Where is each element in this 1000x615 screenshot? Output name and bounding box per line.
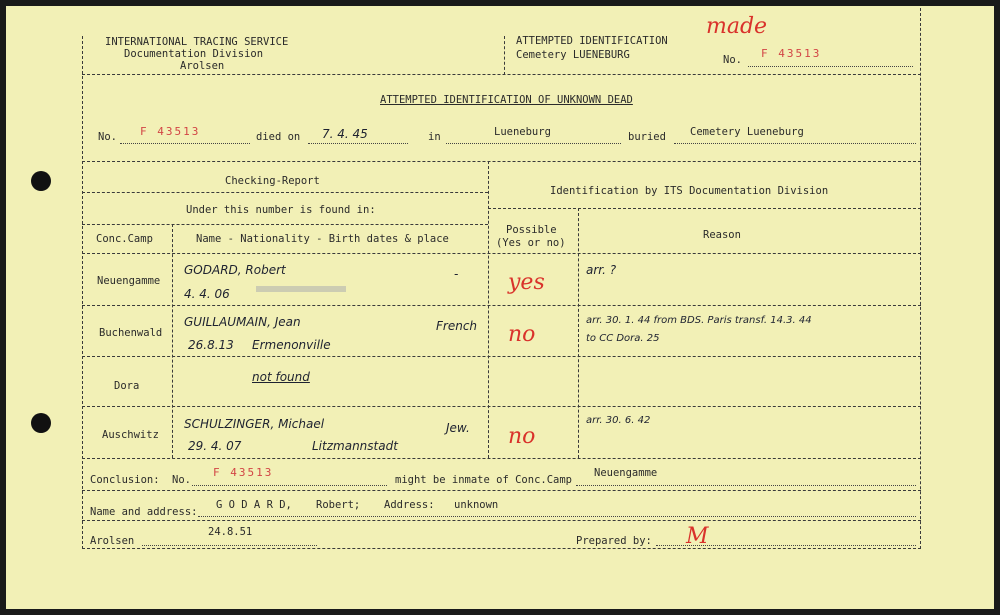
col-divider-main (488, 161, 489, 458)
checking-subtitle: Under this number is found in: (186, 204, 376, 216)
checking-sub-line (82, 192, 488, 193)
header-box-left (504, 36, 505, 75)
row3-camp: Dora (114, 380, 140, 392)
buried-value: Cemetery Lueneburg (690, 126, 804, 138)
row2-birth: 26.8.13 (188, 338, 234, 352)
row1-birth: 4. 4. 06 (184, 287, 230, 301)
frame-left (82, 36, 83, 549)
row4-nationality: Jew. (446, 421, 470, 435)
made-stamp: made (706, 14, 768, 39)
org-line1: INTERNATIONAL TRACING SERVICE (105, 36, 289, 48)
row1-camp: Neuengamme (97, 275, 161, 287)
row4-birth-place: Litzmannstadt (312, 439, 398, 453)
ident-title: Identification by ITS Documentation Division (550, 185, 829, 197)
row1-bottom (82, 305, 921, 306)
org-line2: Documentation Division (124, 48, 264, 60)
died-value: 7. 4. 45 (322, 127, 368, 141)
address-value: unknown (454, 499, 499, 511)
footer-date: 24.8.51 (208, 526, 253, 538)
row4-birth: 29. 4. 07 (188, 439, 242, 453)
row2-possible: no (508, 322, 536, 347)
in-dots (446, 143, 621, 144)
buried-label: buried (628, 131, 666, 143)
row2-birth-place: Ermenonville (252, 338, 331, 352)
table-top (82, 161, 921, 162)
record-no-label: No. (98, 131, 117, 143)
record-no-dots (120, 143, 250, 144)
col-reason-header: Reason (703, 229, 741, 241)
name-address-label: Name and address: (90, 506, 198, 518)
conclusion-bottom (82, 490, 921, 491)
row1-strikeout (256, 286, 346, 292)
conclusion-camp-value: Neuengamme (594, 467, 658, 479)
address-label: Address: (384, 499, 435, 511)
name-address-dots (198, 516, 916, 517)
row2-nationality: French (436, 319, 478, 333)
index-card (6, 6, 994, 609)
col-header-line-left (82, 224, 488, 225)
ident-sub-line (488, 208, 921, 209)
name-value: G O D A R D, (216, 499, 292, 511)
row3-bottom (82, 406, 921, 407)
row2-camp: Buchenwald (99, 327, 163, 339)
conclusion-no-value: F 43513 (213, 466, 274, 479)
box-no-dots (748, 66, 913, 67)
frame-bottom (82, 548, 921, 549)
col-header-bottom (82, 253, 921, 254)
row1-possible: yes (508, 270, 545, 295)
row2-reason: arr. 30. 1. 44 from BDS. Paris transf. 14.3. 44 (586, 315, 812, 326)
table-bottom (82, 458, 921, 459)
row2-bottom (82, 356, 921, 357)
box-subtitle: Cemetery LUENEBURG (516, 49, 630, 61)
col-divider-camp (172, 224, 173, 458)
conclusion-might: might be inmate of Conc.Camp (395, 474, 573, 486)
checking-title: Checking-Report (225, 175, 320, 187)
footer-place: Arolsen (90, 535, 135, 547)
footer-date-dots (142, 545, 317, 546)
header-divider (82, 74, 921, 75)
row1-nationality: - (454, 267, 459, 281)
row4-reason: arr. 30. 6. 42 (586, 415, 651, 426)
conclusion-label: Conclusion: (90, 474, 160, 486)
first-name-value: Robert; (316, 499, 361, 511)
org-line3: Arolsen (180, 60, 225, 72)
box-no-value: F 43513 (761, 47, 822, 60)
name-bottom (82, 520, 921, 521)
row4-camp: Auschwitz (102, 429, 159, 441)
row1-name: GODARD, Robert (184, 263, 286, 277)
col-divider-possible (578, 208, 579, 458)
form-title: ATTEMPTED IDENTIFICATION OF UNKNOWN DEAD (380, 94, 633, 106)
col-camp-header: Conc.Camp (96, 233, 153, 245)
conclusion-camp-dots (576, 485, 916, 486)
row4-name: SCHULZINGER, Michael (184, 417, 325, 431)
died-label: died on (256, 131, 301, 143)
punch-hole-top (31, 171, 51, 191)
in-value: Lueneburg (494, 126, 551, 138)
frame-right (920, 8, 921, 549)
box-title: ATTEMPTED IDENTIFICATION (516, 35, 668, 47)
prepared-label: Prepared by: (576, 535, 652, 547)
row1-reason: arr. ? (586, 263, 617, 277)
col-possible-header-1: Possible (506, 224, 557, 236)
row4-possible: no (508, 424, 536, 449)
row2-name: GUILLAUMAIN, Jean (184, 315, 301, 329)
col-possible-header-2: (Yes or no) (496, 237, 566, 249)
died-dots (308, 143, 408, 144)
col-name-header: Name - Nationality - Birth dates & place (196, 233, 449, 245)
row2-reason-line2: to CC Dora. 25 (586, 333, 660, 344)
punch-hole-bottom (31, 413, 51, 433)
buried-dots (674, 143, 916, 144)
box-no-label: No. (723, 54, 742, 66)
conclusion-no-dots (192, 485, 387, 486)
conclusion-no-label: No. (172, 474, 191, 486)
in-label: in (428, 131, 441, 143)
prepared-initial: M (686, 524, 709, 549)
row3-name: not found (252, 370, 310, 384)
record-no-value: F 43513 (140, 125, 201, 138)
